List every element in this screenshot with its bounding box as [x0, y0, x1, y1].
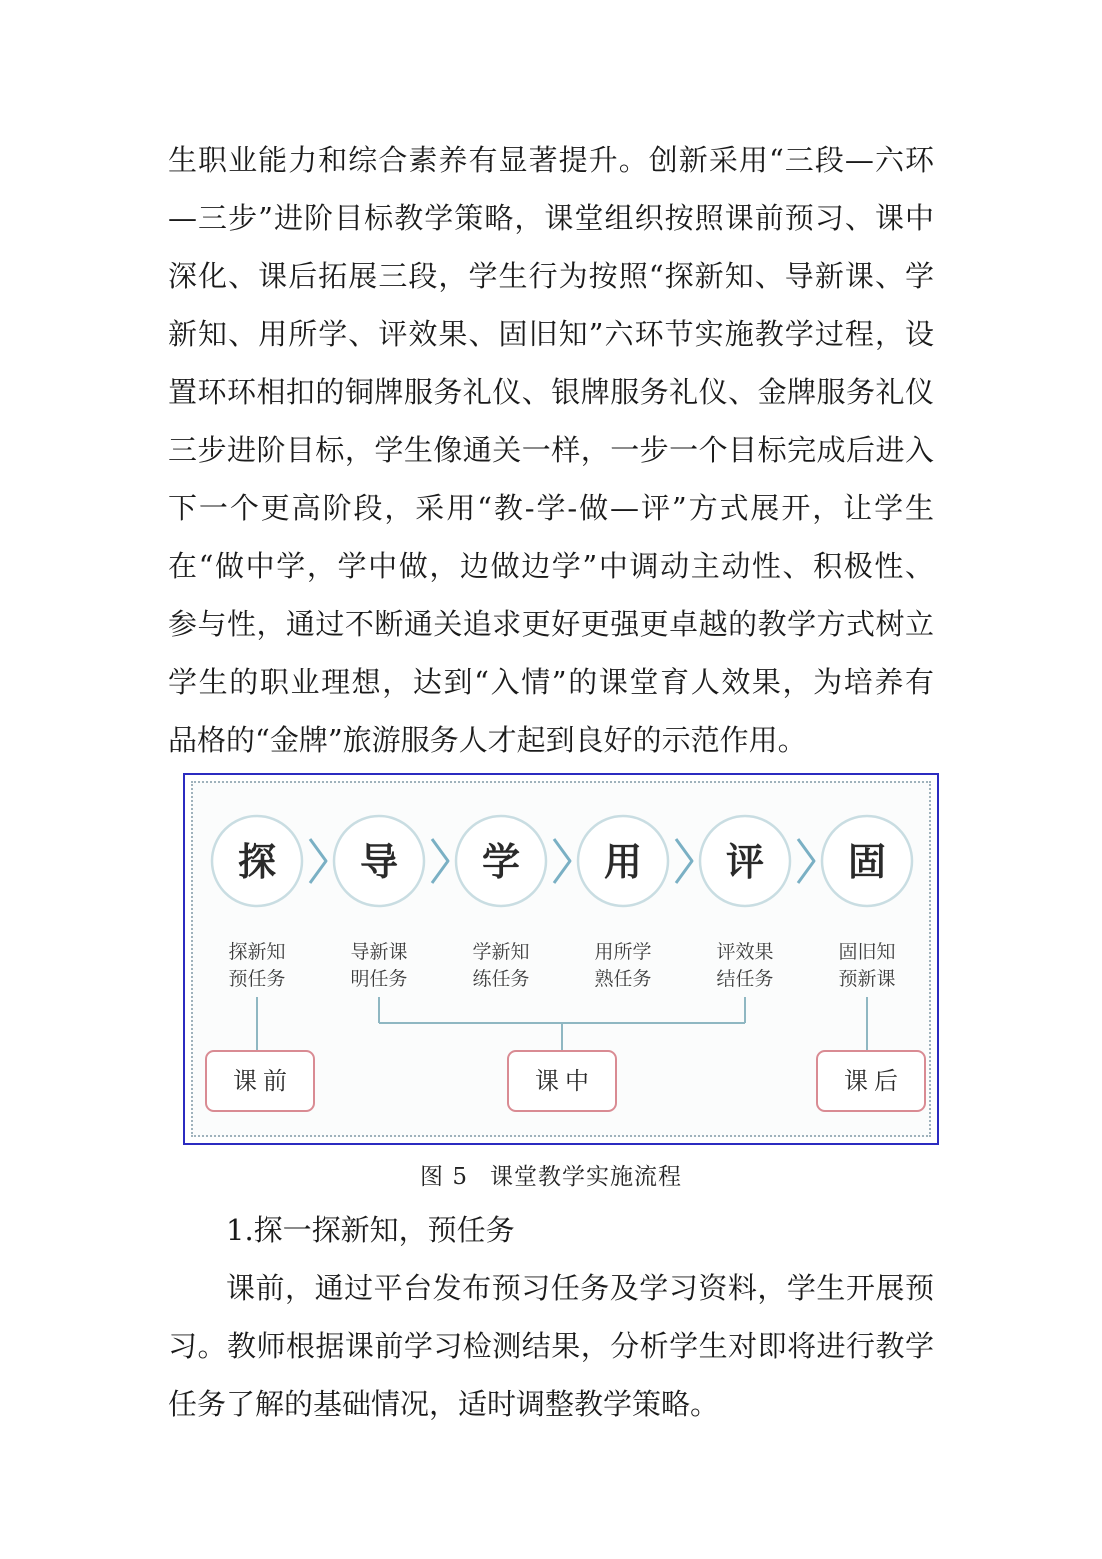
step-char: 探	[237, 840, 277, 884]
text-line: 学生的职业理想，达到“入情”的课堂育人效果，为培养有	[168, 665, 934, 699]
text-line: 在“做中学，学中做，边做边学”中调动主动性、积极性、	[168, 549, 934, 583]
step-label-line1: 固旧知	[838, 941, 896, 963]
step-char: 学	[481, 840, 521, 884]
body-paragraph	[168, 1259, 934, 1433]
chevron-arrow-icon	[432, 839, 448, 883]
text-line: 深化、课后拓展三段，学生行为按照“探新知、导新课、学	[168, 259, 934, 293]
chevron-arrow-icon	[798, 839, 814, 883]
stage-label: 课后	[844, 1067, 904, 1095]
text-line: 置环环相扣的铜牌服务礼仪、银牌服务礼仪、金牌服务礼仪	[168, 375, 934, 409]
text-line: 新知、用所学、评效果、固旧知”六环节实施教学过程，设	[168, 317, 934, 351]
step-char: 导	[359, 840, 399, 884]
step-label-line2: 预新课	[838, 968, 896, 990]
flow-diagram-svg	[185, 775, 937, 1143]
section-heading	[168, 1201, 934, 1259]
step-label-line1: 导新课	[350, 941, 408, 963]
step-label-line2: 熟任务	[594, 968, 652, 990]
stage-label: 课前	[233, 1067, 293, 1095]
chevron-arrow-icon	[310, 839, 326, 883]
step-label-line1: 用所学	[594, 941, 652, 963]
text-line: —三步”进阶目标教学策略，课堂组织按照课前预习、课中	[168, 201, 934, 235]
chevron-arrow-icon	[554, 839, 570, 883]
flow-diagram	[183, 773, 939, 1145]
figure-caption	[0, 1160, 1102, 1194]
step-label-line2: 明任务	[350, 968, 408, 990]
step-char: 固	[847, 840, 887, 884]
text-line: 品格的“金牌”旅游服务人才起到良好的示范作用。	[168, 723, 807, 757]
section-heading-text: 1.探一探新知，预任务	[226, 1213, 515, 1247]
step-label-line2: 练任务	[472, 968, 530, 990]
step-label-line1: 评效果	[716, 941, 774, 963]
intro-paragraph	[168, 131, 934, 769]
text-line: 下一个更高阶段，采用“教-学-做—评”方式展开，让学生	[168, 491, 934, 525]
text-line: 三步进阶目标，学生像通关一样，一步一个目标完成后进入	[168, 433, 934, 467]
figure-number: 图 5	[420, 1164, 468, 1190]
chevron-arrow-icon	[676, 839, 692, 883]
step-label-line1: 探新知	[228, 941, 286, 963]
step-char: 评	[725, 840, 765, 884]
text-line: 生职业能力和综合素养有显著提升。创新采用“三段—六环	[168, 143, 934, 177]
figure-title: 课堂教学实施流程	[489, 1164, 682, 1190]
step-label-line1: 学新知	[472, 941, 530, 963]
step-label-line2: 预任务	[228, 968, 286, 990]
step-char: 用	[603, 840, 643, 884]
stage-label: 课中	[535, 1067, 595, 1095]
text-line: 参与性，通过不断通关追求更好更强更卓越的教学方式树立	[168, 607, 934, 641]
step-label-line2: 结任务	[716, 968, 774, 990]
text-line: 课前，通过平台发布预习任务及学习资料，学生开展预	[226, 1271, 934, 1305]
text-line: 习。教师根据课前学习检测结果，分析学生对即将进行教学	[168, 1329, 934, 1363]
text-line: 任务了解的基础情况，适时调整教学策略。	[168, 1387, 720, 1421]
